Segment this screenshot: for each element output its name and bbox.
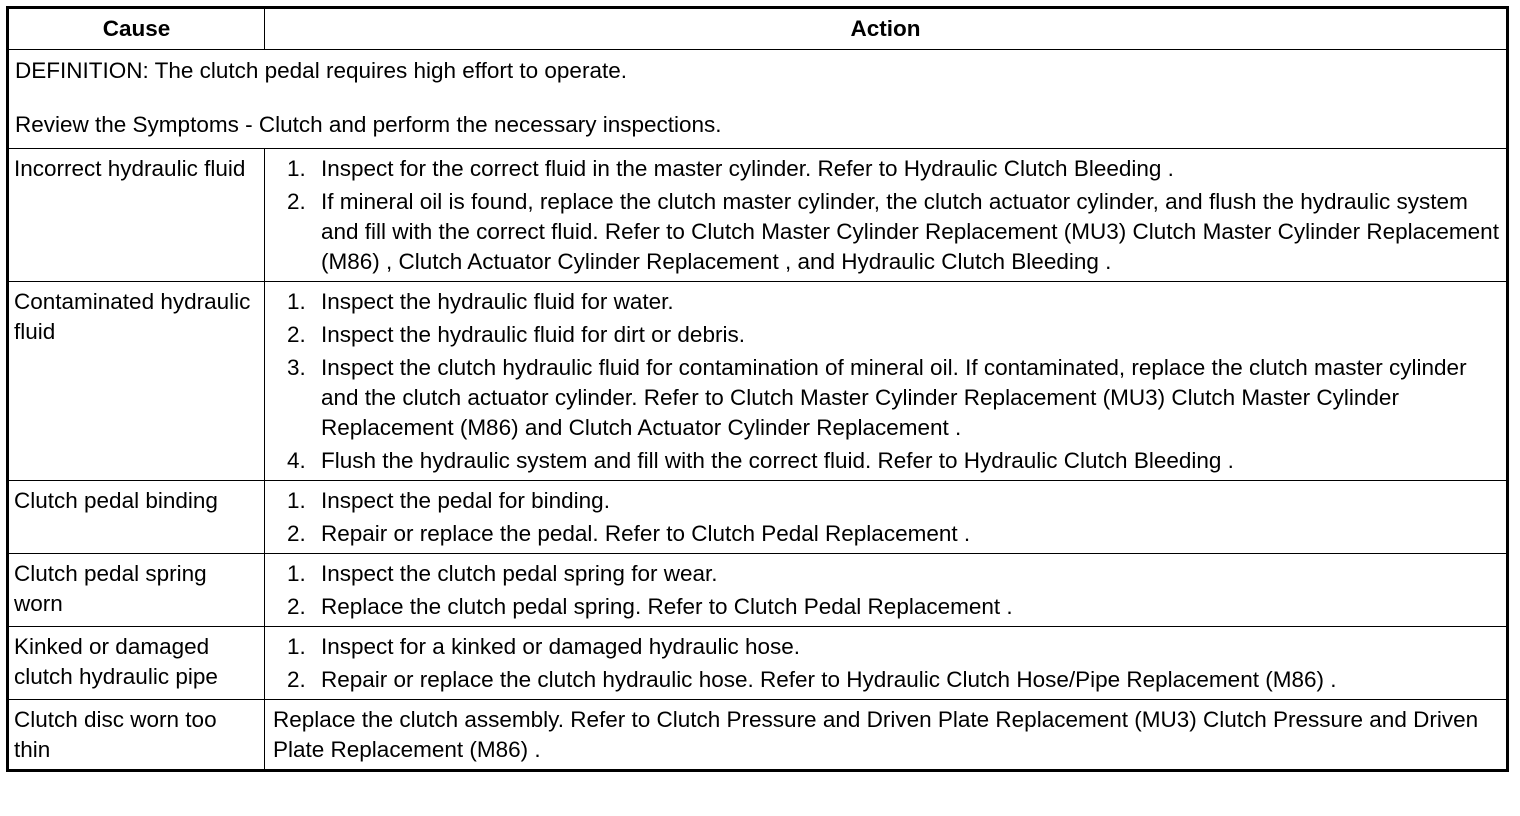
table-row xyxy=(8,554,1508,627)
list-item xyxy=(273,353,1500,443)
list-item xyxy=(273,486,1500,516)
list-item xyxy=(273,665,1500,695)
cause-header: Cause xyxy=(8,8,265,50)
step-number: 2. xyxy=(287,667,306,692)
definition-row xyxy=(8,50,1508,149)
cause-cell: Clutch pedal binding xyxy=(8,481,265,554)
step-number: 2. xyxy=(287,521,306,546)
step-number: 1. xyxy=(287,634,306,659)
step-text: Repair or replace the pedal. Refer to Clutch Pedal Replacement . xyxy=(321,521,971,546)
table-row xyxy=(8,700,1508,771)
list-item xyxy=(273,446,1500,476)
step-number: 1. xyxy=(287,156,306,181)
step-text: Repair or replace the clutch hydraulic hose. Refer to Hydraulic Clutch Hose/Pipe Replacement (M86) . xyxy=(321,667,1337,692)
definition-text: DEFINITION: The clutch pedal requires high effort to operate. xyxy=(15,58,627,83)
cause-cell: Incorrect hydraulic fluid xyxy=(8,149,265,282)
action-cell xyxy=(265,554,1508,627)
action-cell xyxy=(265,282,1508,481)
table-row xyxy=(8,149,1508,282)
list-item xyxy=(273,592,1500,622)
step-text: Inspect the clutch pedal spring for wear. xyxy=(321,561,718,586)
list-item xyxy=(273,187,1500,277)
step-text: Inspect the pedal for binding. xyxy=(321,488,610,513)
cause-cell: Contaminated hydraulic fluid xyxy=(8,282,265,481)
step-list xyxy=(273,632,1500,695)
list-item xyxy=(273,154,1500,184)
list-item xyxy=(273,287,1500,317)
step-number: 2. xyxy=(287,594,306,619)
step-text: Flush the hydraulic system and fill with the correct fluid. Refer to Hydraulic Clutch Bleeding . xyxy=(321,448,1234,473)
list-item xyxy=(273,519,1500,549)
step-number: 4. xyxy=(287,448,306,473)
list-item xyxy=(273,632,1500,662)
action-header: Action xyxy=(265,8,1508,50)
action-cell xyxy=(265,700,1508,771)
step-number: 2. xyxy=(287,189,306,214)
definition-cell xyxy=(8,50,1508,149)
review-text: Review the Symptoms - Clutch and perform the necessary inspections. xyxy=(15,112,722,137)
header-row xyxy=(8,8,1508,50)
step-text: Inspect for a kinked or damaged hydraulic hose. xyxy=(321,634,801,659)
step-text: If mineral oil is found, replace the clutch master cylinder, the clutch actuator cylinder, and flush the hydraulic system and fill with the correct fluid. Refer to Clutch Master Cylinder Replacement (MU3) Clutch Master Cylinder Replacement (M86) , Clutch Actuator Cylinder Replacement , and Hydraulic Clutch Bleeding . xyxy=(321,189,1499,274)
step-number: 1. xyxy=(287,488,306,513)
step-list xyxy=(273,486,1500,549)
action-cell xyxy=(265,481,1508,554)
cause-cell: Clutch pedal spring worn xyxy=(8,554,265,627)
action-text: Replace the clutch assembly. Refer to Clutch Pressure and Driven Plate Replacement (MU3) Clutch Pressure and Driven Plate Replacement (M86) . xyxy=(273,707,1479,762)
step-list xyxy=(273,559,1500,622)
step-text: Replace the clutch pedal spring. Refer to Clutch Pedal Replacement . xyxy=(321,594,1013,619)
table-row xyxy=(8,282,1508,481)
list-item xyxy=(273,559,1500,589)
diagnostic-table xyxy=(6,6,1509,772)
step-number: 3. xyxy=(287,355,306,380)
step-number: 1. xyxy=(287,289,306,314)
step-list xyxy=(273,154,1500,277)
step-text: Inspect the hydraulic fluid for dirt or debris. xyxy=(321,322,745,347)
cause-cell: Kinked or damaged clutch hydraulic pipe xyxy=(8,627,265,700)
step-text: Inspect the clutch hydraulic fluid for contamination of mineral oil. If contaminated, replace the clutch master cylinder and the clutch actuator cylinder. Refer to Clutch Master Cylinder Replacement (MU3) Clutch Master Cylinder Replacement (M86) and Clutch Actuator Cylinder Replacement . xyxy=(321,355,1467,440)
table-row xyxy=(8,627,1508,700)
step-text: Inspect for the correct fluid in the master cylinder. Refer to Hydraulic Clutch Bleeding . xyxy=(321,156,1174,181)
step-number: 2. xyxy=(287,322,306,347)
action-cell xyxy=(265,149,1508,282)
document xyxy=(6,6,1506,772)
step-number: 1. xyxy=(287,561,306,586)
step-text: Inspect the hydraulic fluid for water. xyxy=(321,289,674,314)
table-row xyxy=(8,481,1508,554)
step-list xyxy=(273,287,1500,476)
cause-cell: Clutch disc worn too thin xyxy=(8,700,265,771)
action-cell xyxy=(265,627,1508,700)
list-item xyxy=(273,320,1500,350)
